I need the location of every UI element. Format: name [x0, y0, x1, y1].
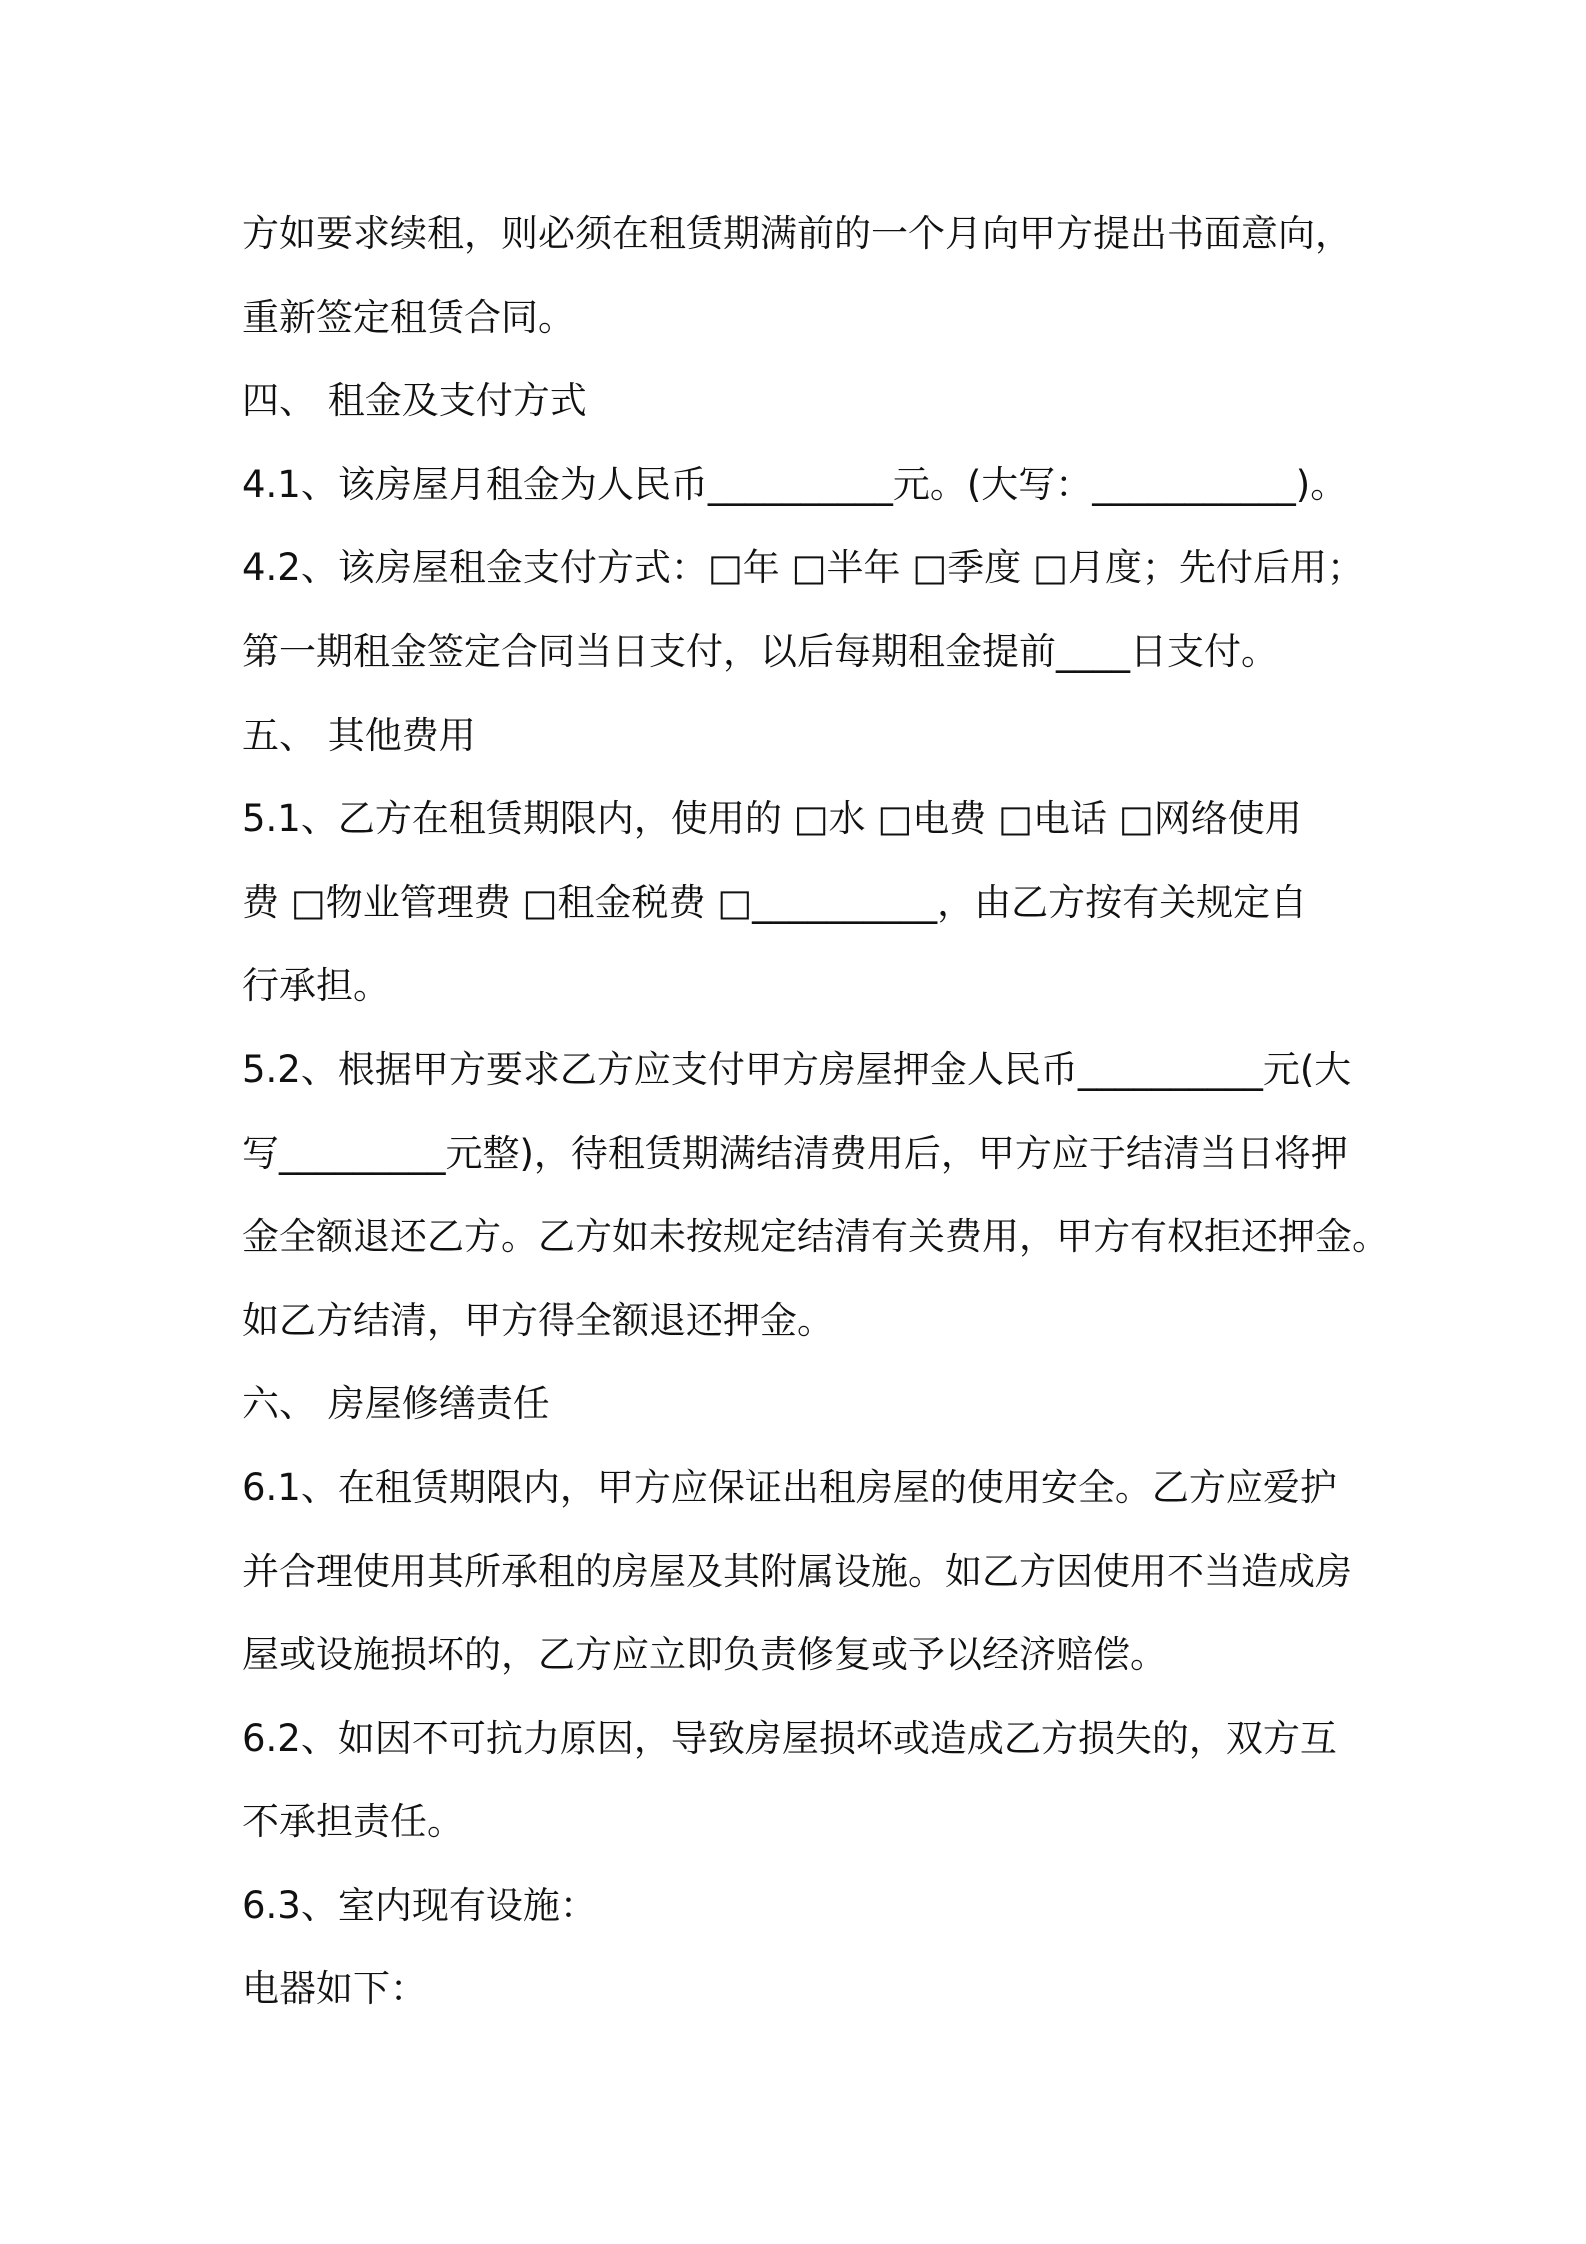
document-body: [242, 192, 1389, 2031]
text-line: 6.2、如因不可抗力原因，导致房屋损坏或造成乙方损失的，双方互: [242, 1716, 1337, 1760]
text-line: 6.1、在租赁期限内，甲方应保证出租房屋的使用安全。乙方应爱护: [242, 1465, 1337, 1509]
text-line: 不承担责任。: [242, 1800, 464, 1844]
text-line: 第一期租金签定合同当日支付，以后每期租金提前____日支付。: [242, 629, 1278, 673]
text-line: 4.2、该房屋租金支付方式：□年 □半年 □季度 □月度；先付后用；: [242, 546, 1364, 590]
text-line: 如乙方结清，甲方得全额退还押金。: [242, 1298, 834, 1342]
text-line: 5.2、根据甲方要求乙方应支付甲方房屋押金人民币__________元(大: [242, 1047, 1352, 1091]
text-line: 方如要求续租，则必须在租赁期满前的一个月向甲方提出书面意向，: [242, 212, 1352, 255]
text-line: 并合理使用其所承租的房屋及其附属设施。如乙方因使用不当造成房: [242, 1549, 1352, 1593]
section-heading: 四、 租金及支付方式: [242, 379, 587, 423]
section-heading: 六、 房屋修缮责任: [242, 1382, 550, 1426]
text-line: 5.1、乙方在租赁期限内，使用的 □水 □电费 □电话 □网络使用: [242, 797, 1302, 841]
text-line: 行承担。: [242, 964, 390, 1008]
text-line: 重新签定租赁合同。: [242, 295, 575, 339]
text-line: 金全额退还乙方。乙方如未按规定结清有关费用，甲方有权拒还押金。: [242, 1215, 1389, 1259]
text-line: 电器如下：: [242, 1967, 427, 2011]
text-line: 费 □物业管理费 □租金税费 □__________，由乙方按有关规定自: [242, 880, 1308, 924]
text-line: 写_________元整)，待租赁期满结清费用后，甲方应于结清当日将押: [242, 1131, 1348, 1175]
text-line: 6.3、室内现有设施：: [242, 1883, 597, 1927]
section-heading: 五、 其他费用: [242, 713, 476, 757]
text-line: 4.1、该房屋月租金为人民币__________元。(大写：___________)。: [242, 462, 1348, 506]
text-line: 屋或设施损坏的，乙方应立即负责修复或予以经济赔偿。: [242, 1633, 1167, 1677]
